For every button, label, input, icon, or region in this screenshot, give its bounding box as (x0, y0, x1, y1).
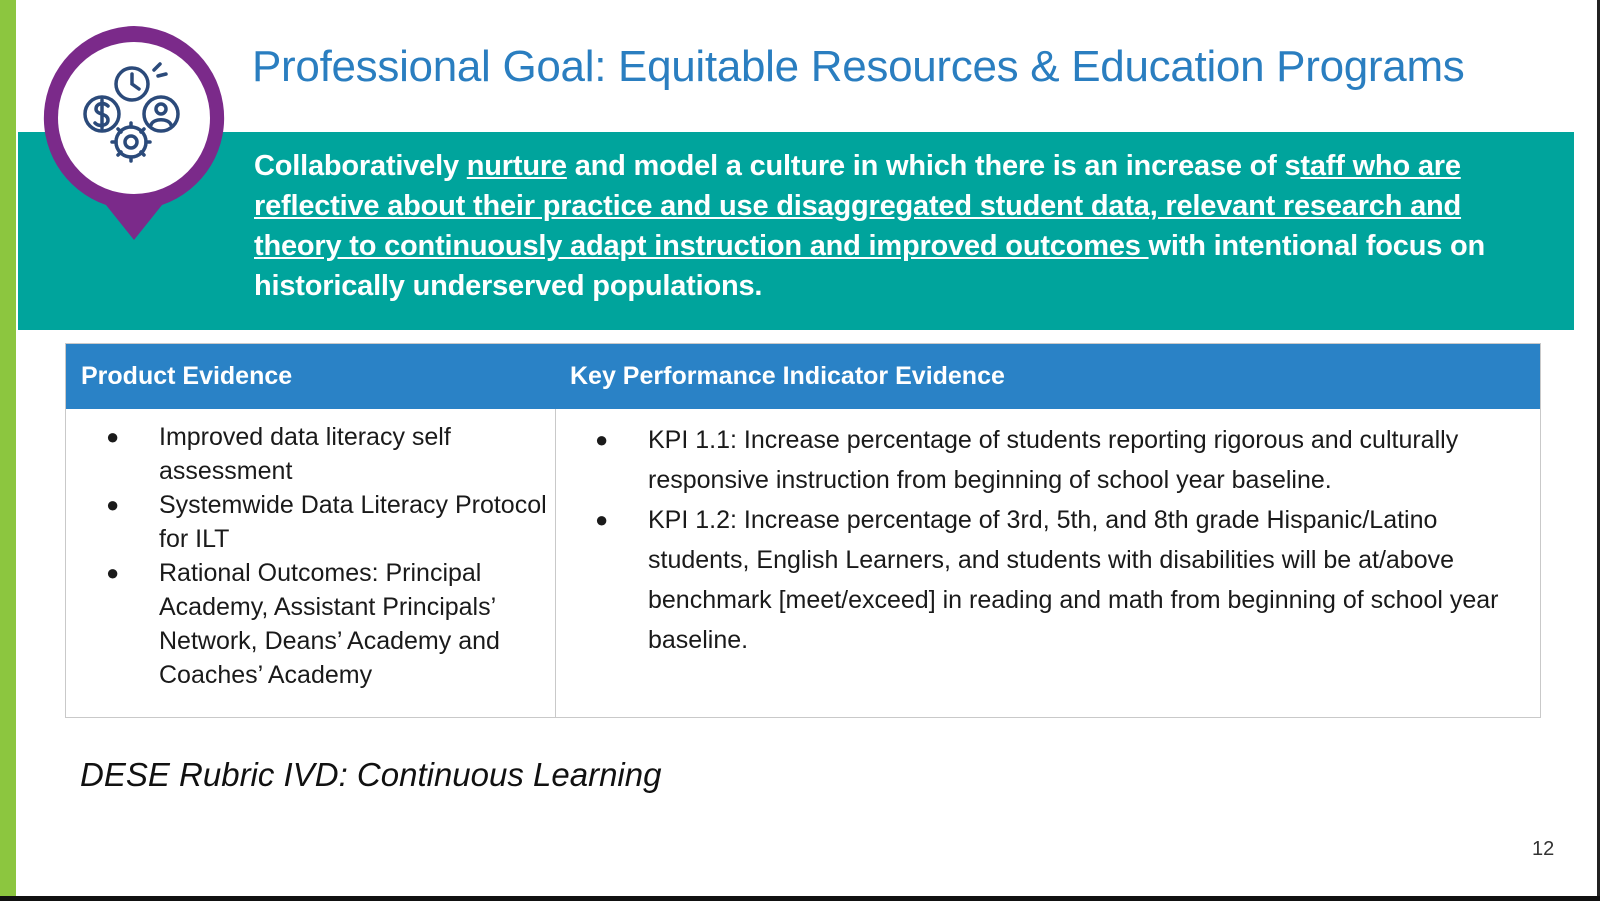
list-item (555, 500, 1540, 660)
goal-statement (254, 146, 1524, 306)
goal-text-part: with intentional focus on historically underserved populations. (254, 230, 1486, 302)
bullet-icon: ● (106, 492, 120, 517)
bottom-edge-bar (0, 896, 1600, 901)
rubric-caption: DESE Rubric IVD: Continuous Learning (80, 756, 662, 793)
table-header-row (66, 344, 1540, 409)
bullet-icon: ● (106, 424, 120, 449)
kpi-item-text: KPI 1.2: Increase percentage of 3rd, 5th, and 8th grade Hispanic/Latino students, English Learners, and students with disabilities will be at/above benchmark [meet/exceed] in reading and math from beginning of school year baseline. (648, 506, 1499, 654)
goal-underlined-phrase: taff who are reflective about their practice and use disaggregated student data, relevant research and theory to continuously adapt instruction and improved outcomes (254, 150, 1462, 262)
list-item (66, 488, 555, 556)
product-evidence-header: Product Evidence (81, 362, 293, 390)
product-item-text: Systemwide Data Literacy Protocol for ILT (159, 491, 547, 553)
list-item (66, 556, 555, 692)
goal-text-part: Collaboratively (254, 150, 467, 182)
product-item-text: Improved data literacy self assessment (159, 423, 451, 485)
goal-text-part: and model a culture in which there is an increase of s (566, 150, 1301, 182)
kpi-evidence-header: Key Performance Indicator Evidence (570, 362, 1005, 390)
evidence-table (65, 343, 1541, 718)
finance-time-people-gear-icon (42, 26, 226, 242)
bullet-icon: ● (106, 560, 120, 585)
kpi-item-text: KPI 1.1: Increase percentage of students reporting rigorous and culturally responsive instruction from beginning of school year baseline. (648, 426, 1459, 494)
kpi-evidence-list (555, 420, 1540, 660)
product-item-text: Rational Outcomes: Principal Academy, Assistant Principals’ Network, Deans’ Academy and Coaches’ Academy (159, 559, 500, 689)
list-item (66, 420, 555, 488)
left-accent-bar (0, 0, 16, 901)
goal-underlined-nurture: nurture (466, 150, 567, 182)
product-evidence-list (66, 420, 555, 692)
slide-title: Professional Goal: Equitable Resources & Education Programs (252, 42, 1465, 91)
list-item (555, 420, 1540, 500)
bullet-icon: ● (595, 427, 609, 452)
page-number: 12 (1532, 838, 1555, 860)
bullet-icon: ● (595, 507, 609, 532)
